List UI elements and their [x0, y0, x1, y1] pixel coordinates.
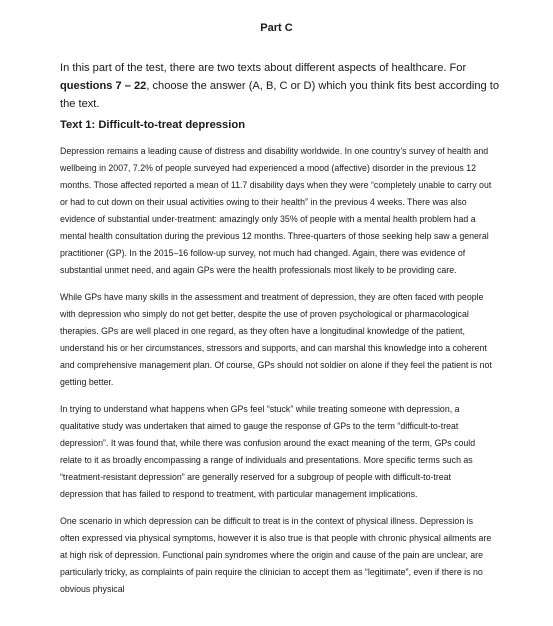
instructions-text-end: , choose the answer (A, B, C or D) which you think fits best according to the text.	[60, 80, 500, 110]
paragraph-1: Depression remains a leading cause of distress and disability worldwide. In one country’s survey of health and wellbeing in 2007, 7.2% of people surveyed had experienced a mood (affective) disorder in the previous 12 months. Those affected reported a mean of 11.7 disability days when they were “completely unable to carry out or had to cut down on their usual activities owing to their health” in the previous 4 weeks. There was also evidence of substantial under-treatment: amazingly only 35% of people with a mental health problem had a mental health consultation during the previous 12 months. Three-quarters of those seeking help saw a general practitioner (GP). In the 2015–16 follow-up survey, not much had changed. Again, there was evidence of substantial unmet need, and again GPs were the health professionals most likely to be providing care.	[60, 146, 492, 275]
part-title: Part C	[260, 22, 293, 34]
paragraph-2: While GPs have many skills in the assessment and treatment of depression, they are often faced with people with depression who simply do not get better, despite the use of proven psychological or pharmacological therapies. GPs are well placed in one regard, as they often have a longitudinal knowledge of the patient, understand his or her circumstances, stressors and supports, and can marshal this knowledge into a coherent and comprehensive management plan. Of course, GPs should not soldier on alone if they feel the patient is not getting better.	[60, 292, 492, 387]
text-body	[60, 143, 494, 608]
paragraph-4: One scenario in which depression can be difficult to treat is in the context of physical illness. Depression is often expressed via physical symptoms, however it is also true is that people with chronic physical ailments are at high risk of depression. Functional pain syndromes where the origin and cause of the pain are unclear, are particularly tricky, as complaints of pain require the clinician to accept them as “legitimate”, even if there is no obvious physical	[60, 516, 492, 594]
text-heading: Text 1: Difficult-to-treat depression	[60, 119, 246, 131]
questions-range: questions 7 – 22	[60, 80, 147, 92]
instructions-text-start: In this part of the test, there are two texts about different aspects of healthcare. For	[60, 62, 467, 74]
paragraph-3: In trying to understand what happens when GPs feel “stuck” while treating someone with depression, a qualitative study was undertaken that aimed to gauge the response of GPs to the term “difficult-to-treat depression”. It was found that, while there was confusion around the exact meaning of the term, GPs could relate to it as broadly encompassing a range of individuals and presentations. More specific terms such as “treatment-resistant depression” are generally reserved for a subgroup of people with difficult-to-treat depression that has failed to respond to treatment, with particular management implications.	[60, 404, 476, 499]
instructions-paragraph	[60, 59, 512, 113]
